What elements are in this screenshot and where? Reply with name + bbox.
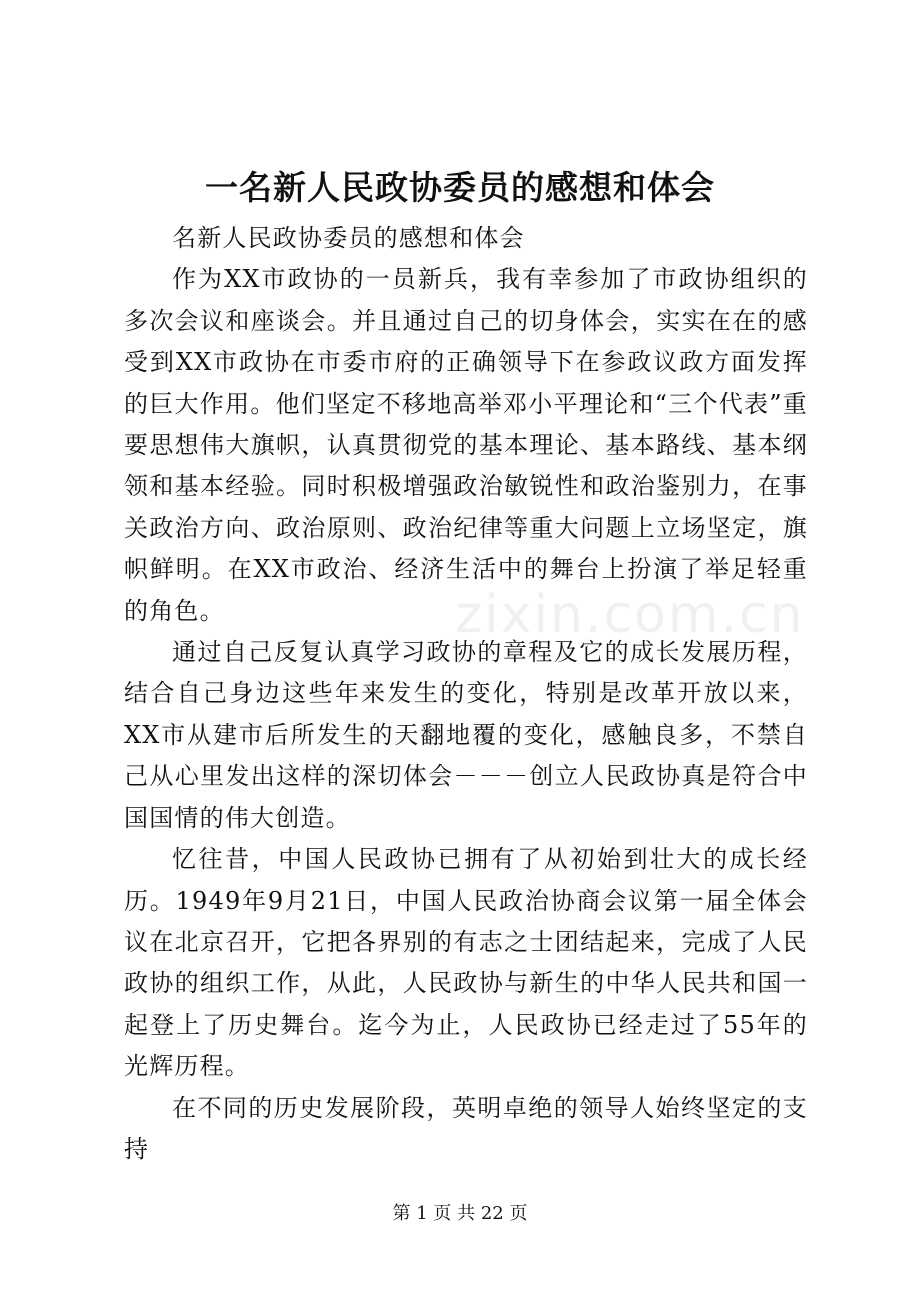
paragraph: 忆往昔，中国人民政协已拥有了从初始到壮大的成长经历。1949年9月21日，中国人民政治协商会议第一届全体会议在北京召开，它把各界别的有志之士团结起来，完成了人民政协的组织工作，从此，人民政协与新生的中华人民共和国一起登上了历史舞台。迄今为止，人民政协已经走过了55年的光辉历程。: [124, 845, 808, 1081]
paragraph: 在不同的历史发展阶段，英明卓绝的领导人始终坚定的支持: [124, 1093, 808, 1163]
paragraph: 作为XX市政协的一员新兵，我有幸参加了市政协组织的多次会议和座谈会。并且通过自己的切身体会，实实在在的感受到XX市政协在市委市府的正确领导下在参政议政方面发挥的巨大作用。他们坚定不移地高举邓小平理论和“三个代表”重要思想伟大旗帜，认真贯彻党的基本理论、基本路线、基本纲领和基本经验。同时积极增强政治敏锐性和政治鉴别力，在事关政治方向、政治原则、政治纪律等重大问题上立场坚定，旗帜鲜明。在XX市政治、经济生活中的舞台上扮演了举足轻重的角色。: [124, 265, 808, 625]
watermark: zixin.com.cn: [455, 585, 805, 645]
document-title: 一名新人民政协委员的感想和体会: [205, 168, 715, 207]
document-body: [124, 218, 808, 1170]
paragraph-subtitle: 名新人民政协委员的感想和体会: [172, 224, 525, 252]
page-footer: 第 1 页 共 22 页: [392, 1203, 528, 1224]
paragraph: 通过自己反复认真学习政协的章程及它的成长发展历程，结合自己身边这些年来发生的变化，特别是改革开放以来，XX市从建市后所发生的天翻地覆的变化，感触良多，不禁自己从心里发出这样的深切体会－－－创立人民政协真是符合中国国情的伟大创造。: [124, 638, 808, 832]
